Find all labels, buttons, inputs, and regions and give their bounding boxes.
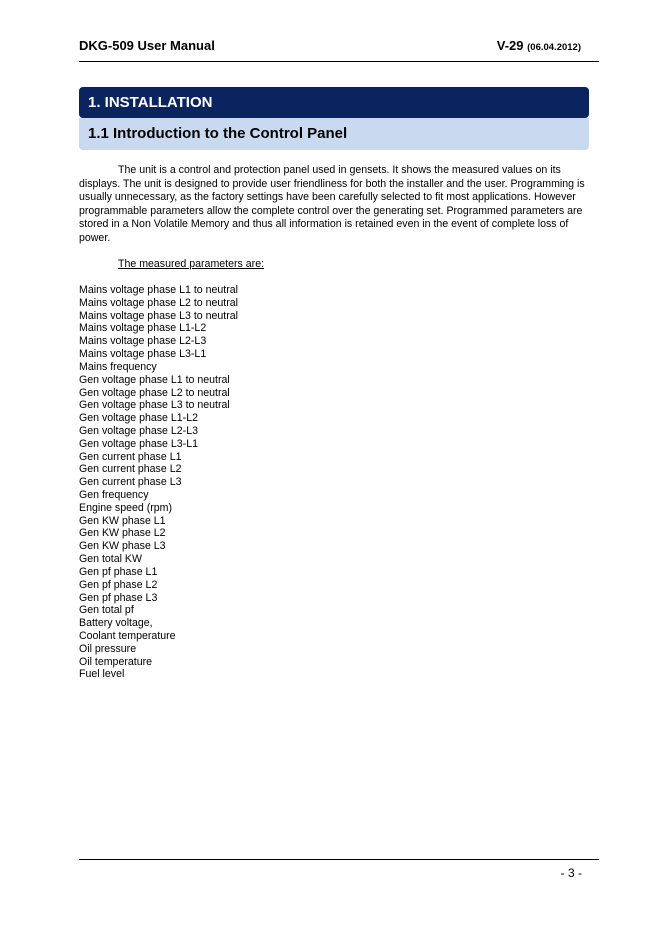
- measured-parameter-item: Gen frequency: [79, 489, 149, 501]
- version-label: [497, 38, 581, 53]
- measured-parameter-item: Gen voltage phase L3 to neutral: [79, 399, 230, 412]
- measured-parameter-item: Gen KW phase L1: [79, 514, 166, 527]
- measured-parameters-list: [79, 284, 238, 681]
- measured-parameter-item: Fuel level: [79, 668, 125, 681]
- measured-parameter-item: Gen current phase L1: [79, 450, 182, 463]
- measured-parameter-item: Gen KW phase L3: [79, 540, 166, 553]
- measured-parameter-item: Gen voltage phase L2 to neutral: [79, 386, 230, 399]
- measured-parameter-item: Mains frequency: [79, 360, 157, 373]
- measured-parameter-item: Oil temperature: [79, 655, 153, 668]
- subsection-heading: 1.1 Introduction to the Control Panel: [79, 118, 589, 150]
- document-title: DKG-509 User Manual: [79, 38, 215, 53]
- footer-divider: [79, 859, 599, 860]
- measured-parameter-item: Oil pressure: [79, 642, 137, 655]
- page-number: - 3 -: [560, 866, 582, 880]
- measured-parameter-item: Mains voltage phase L2-L3: [79, 335, 207, 348]
- header-divider: [79, 61, 599, 62]
- measured-parameter-item: Gen total pf: [79, 604, 134, 617]
- measured-parameter-item: Mains voltage phase L3-L1: [79, 348, 207, 361]
- measured-parameters-title: The measured parameters are:: [118, 258, 265, 270]
- intro-text: The unit is a control and protection panel used in gensets. It shows the measured values on its displays. The unit is designed to provide user friendliness for both the installer and the user. Programming is usually unnecessary, as the factory settings have been carefully selected to fit most applications. However programmable parameters allow the complete control over the generating set. Programmed parameters are stored in a Non Volatile Memory and thus all information is retained even in the event of complete loss of power.: [79, 164, 585, 244]
- measured-parameter-item: Gen pf phase L1: [79, 565, 158, 578]
- measured-parameter-item: Gen pf phase L2: [79, 578, 158, 591]
- measured-parameter-item: Gen total KW: [79, 553, 142, 566]
- measured-parameter-item: Gen KW phase L2: [79, 527, 166, 540]
- measured-parameter-item: Mains voltage phase L1 to neutral: [79, 284, 239, 296]
- measured-parameter-item: Gen voltage phase L3-L1: [79, 437, 198, 450]
- measured-parameter-item: Gen pf phase L3: [79, 591, 158, 604]
- measured-parameter-item: Gen voltage phase L1-L2: [79, 412, 198, 425]
- measured-parameter-item: Engine speed (rpm): [79, 501, 173, 514]
- intro-paragraph: [79, 164, 589, 245]
- measured-parameter-item: Gen voltage phase L1 to neutral: [79, 373, 230, 386]
- page-header: [79, 38, 581, 56]
- measured-parameter-item: Gen current phase L3: [79, 476, 182, 489]
- measured-parameter-item: Gen current phase L2: [79, 463, 182, 476]
- measured-parameter-item: Mains voltage phase L3 to neutral: [79, 309, 239, 322]
- measured-parameter-item: Battery voltage,: [79, 617, 153, 630]
- measured-parameter-item: Mains voltage phase L2 to neutral: [79, 296, 239, 309]
- measured-parameter-item: Mains voltage phase L1-L2: [79, 322, 207, 335]
- measured-parameter-item: Gen voltage phase L2-L3: [79, 424, 198, 437]
- measured-parameter-item: Coolant temperature: [79, 629, 176, 642]
- version-number: V-29: [496, 38, 524, 53]
- section-heading: 1. INSTALLATION: [79, 87, 589, 118]
- version-date: (06.04.2012): [527, 42, 581, 53]
